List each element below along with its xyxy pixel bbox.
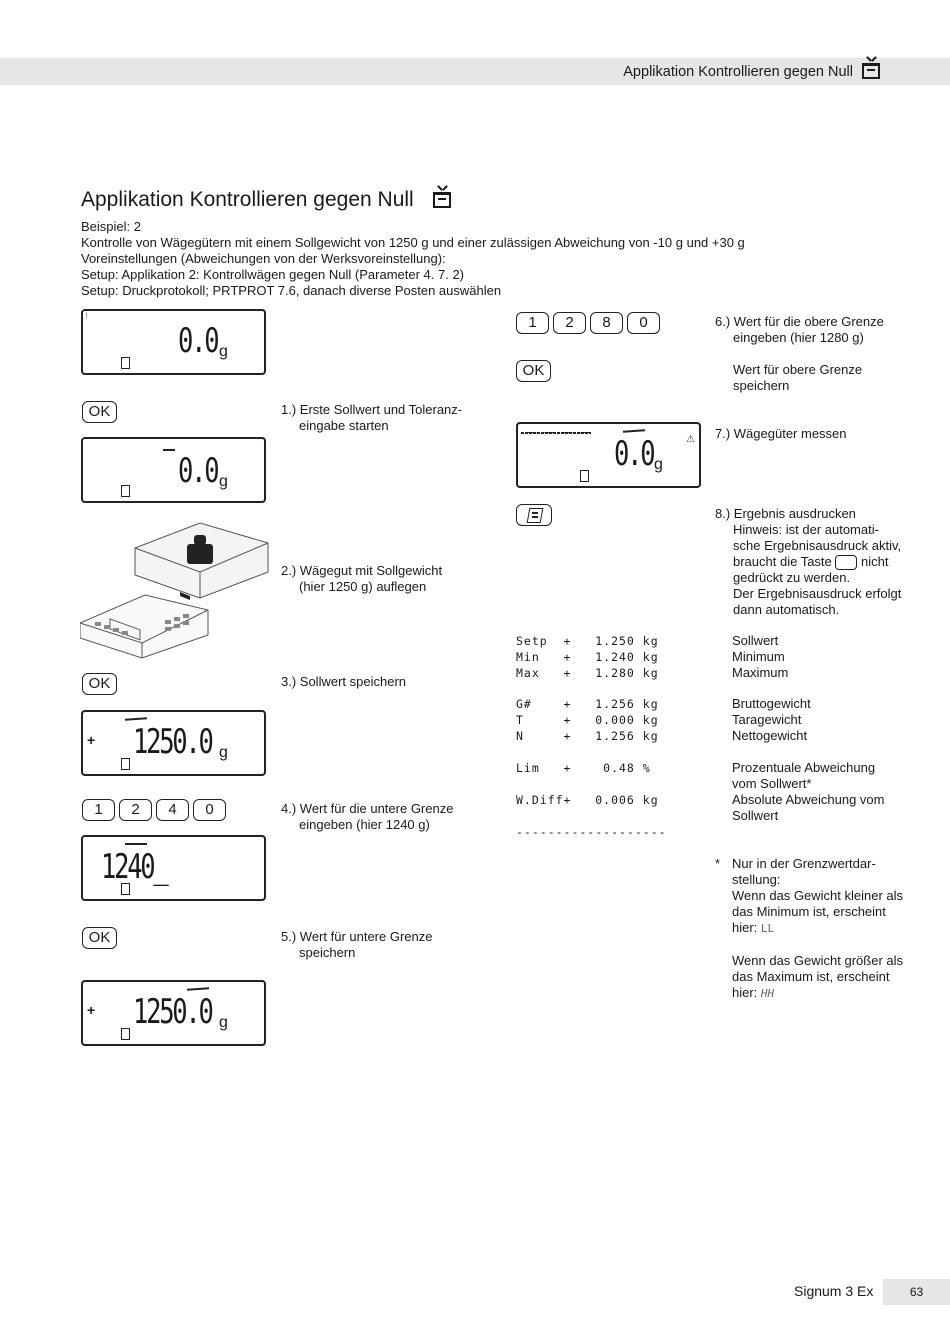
step-1-text: 1.) Erste Sollwert und Toleranz- eingabe starten [281, 402, 463, 433]
step-2-text: 2.) Wägegut mit Sollgewicht (hier 1250 g) auflegen [281, 563, 443, 594]
printout-line: W.Diff+ 0.006 kg [516, 793, 659, 807]
weight-display: ▏ 0.0 g [81, 309, 266, 375]
digit-key[interactable]: 2 [553, 312, 586, 334]
numeric-keys-1280 [516, 312, 660, 334]
application-icon [862, 63, 880, 79]
intro-line: Beispiel: 2 [81, 219, 141, 234]
footnote-marker: * [715, 856, 721, 871]
display-value: 0.0 [178, 451, 218, 491]
ok-key[interactable]: OK [82, 927, 117, 949]
printout-desc: Sollwert [732, 633, 779, 648]
footnote-text: Nur in der Grenzwertdar- stellung: Wenn das Gewicht kleiner als das Minimum ist, erscheint hier: LL Wenn das Gewicht größer als das Maximum ist, erscheint hier: HH [732, 856, 904, 1000]
printout-line: N + 1.256 kg [516, 729, 659, 743]
printout-line: Setp + 1.250 kg [516, 634, 659, 648]
display-value: 1250.0 [133, 992, 212, 1032]
weight-display [516, 422, 701, 488]
printout-line: Lim + 0.48 % [516, 761, 651, 775]
application-mini-icon [121, 758, 130, 770]
display-sign: + [87, 1002, 96, 1018]
step-6-text: 6.) Wert für die obere Grenze eingeben (hier 1280 g) [715, 314, 884, 345]
display-unit: g [219, 744, 228, 761]
printout-desc: Taragewicht [732, 712, 802, 727]
application-icon [433, 192, 451, 208]
printout-desc: Maximum [732, 665, 789, 680]
intro-line: Voreinstellungen (Abweichungen von der Werksvoreinstellung): [81, 251, 446, 266]
step-3-text: 3.) Sollwert speichern [281, 674, 406, 689]
printout-desc: Minimum [732, 649, 785, 664]
display-sign: + [87, 732, 96, 748]
display-unit: g [654, 456, 663, 473]
digit-key[interactable]: 0 [193, 799, 226, 821]
printout-desc: Prozentuale Abweichung vom Sollwert* [732, 760, 876, 791]
intro-line: Setup: Applikation 2: Kontrollwägen gegen Null (Parameter 4. 7. 2) [81, 267, 465, 282]
display-unit: g [219, 473, 228, 490]
printout-dashes: ------------------- [516, 825, 667, 839]
weight-display [81, 437, 266, 503]
intro-line: Kontrolle von Wägegütern mit einem Sollgewicht von 1250 g und einer zulässigen Abweichung von -10 g und +30 g [81, 235, 745, 250]
digit-key[interactable]: 1 [82, 799, 115, 821]
application-mini-icon [121, 1028, 130, 1040]
warning-icon: ⚠ [686, 434, 695, 445]
application-mini-icon [121, 485, 130, 497]
print-key-icon [835, 555, 857, 570]
scale-illustration [80, 520, 270, 660]
step-6b-text: Wert für obere Grenze speichern [733, 362, 863, 393]
footer-product: Signum 3 Ex [794, 1283, 874, 1299]
print-key[interactable] [516, 504, 552, 526]
ok-key[interactable]: OK [82, 401, 117, 423]
display-value: 1250.0 [133, 722, 212, 762]
digit-key[interactable]: 1 [516, 312, 549, 334]
application-mini-icon [121, 357, 130, 369]
step-5-text: 5.) Wert für untere Grenze speichern [281, 929, 433, 960]
digit-key[interactable]: 4 [156, 799, 189, 821]
application-mini-icon [580, 470, 589, 482]
page-title: Applikation Kontrollieren gegen Null [81, 188, 414, 211]
weight-display [81, 835, 266, 901]
numeric-keys-1240 [82, 799, 226, 821]
display-unit: g [219, 1014, 228, 1031]
ok-key[interactable]: OK [82, 673, 117, 695]
step-7-text: 7.) Wägegüter messen [715, 426, 847, 441]
digit-key[interactable]: 0 [627, 312, 660, 334]
display-value: 0.0 [178, 321, 218, 361]
display-value: 0.0 [614, 434, 654, 474]
intro-text [81, 219, 745, 299]
printout-desc: Absolute Abweichung vom Sollwert [732, 792, 885, 823]
ok-key[interactable]: OK [516, 360, 551, 382]
printout-line: Max + 1.280 kg [516, 666, 659, 680]
page-number: 63 [883, 1279, 950, 1305]
printout-desc: Nettogewicht [732, 728, 808, 743]
printout-line: Min + 1.240 kg [516, 650, 659, 664]
weight-display [81, 710, 266, 776]
printout-line: T + 0.000 kg [516, 713, 659, 727]
printout-line: G# + 1.256 kg [516, 697, 659, 711]
display-unit: g [219, 343, 228, 360]
display-value: 1240_ [101, 847, 167, 887]
weight-display [81, 980, 266, 1046]
ll-indicator: LL [760, 922, 775, 935]
header-title: Applikation Kontrollieren gegen Null [623, 64, 853, 80]
hh-indicator: HH [760, 987, 775, 1000]
digit-key[interactable]: 2 [119, 799, 152, 821]
step-8-text: 8.) Ergebnis ausdrucken Hinweis: ist der automati- sche Ergebnisausdruck aktiv, braucht die Taste nicht gedrückt zu werden. Der Ergebnisausdruck erfolgt dann automatisch. [715, 506, 902, 618]
digit-key[interactable]: 8 [590, 312, 623, 334]
intro-line: Setup: Druckprotokoll; PRTPROT 7.6, danach diverse Posten auswählen [81, 283, 502, 298]
step-4-text: 4.) Wert für die untere Grenze eingeben (hier 1240 g) [281, 801, 454, 832]
printout-desc: Bruttogewicht [732, 696, 811, 711]
